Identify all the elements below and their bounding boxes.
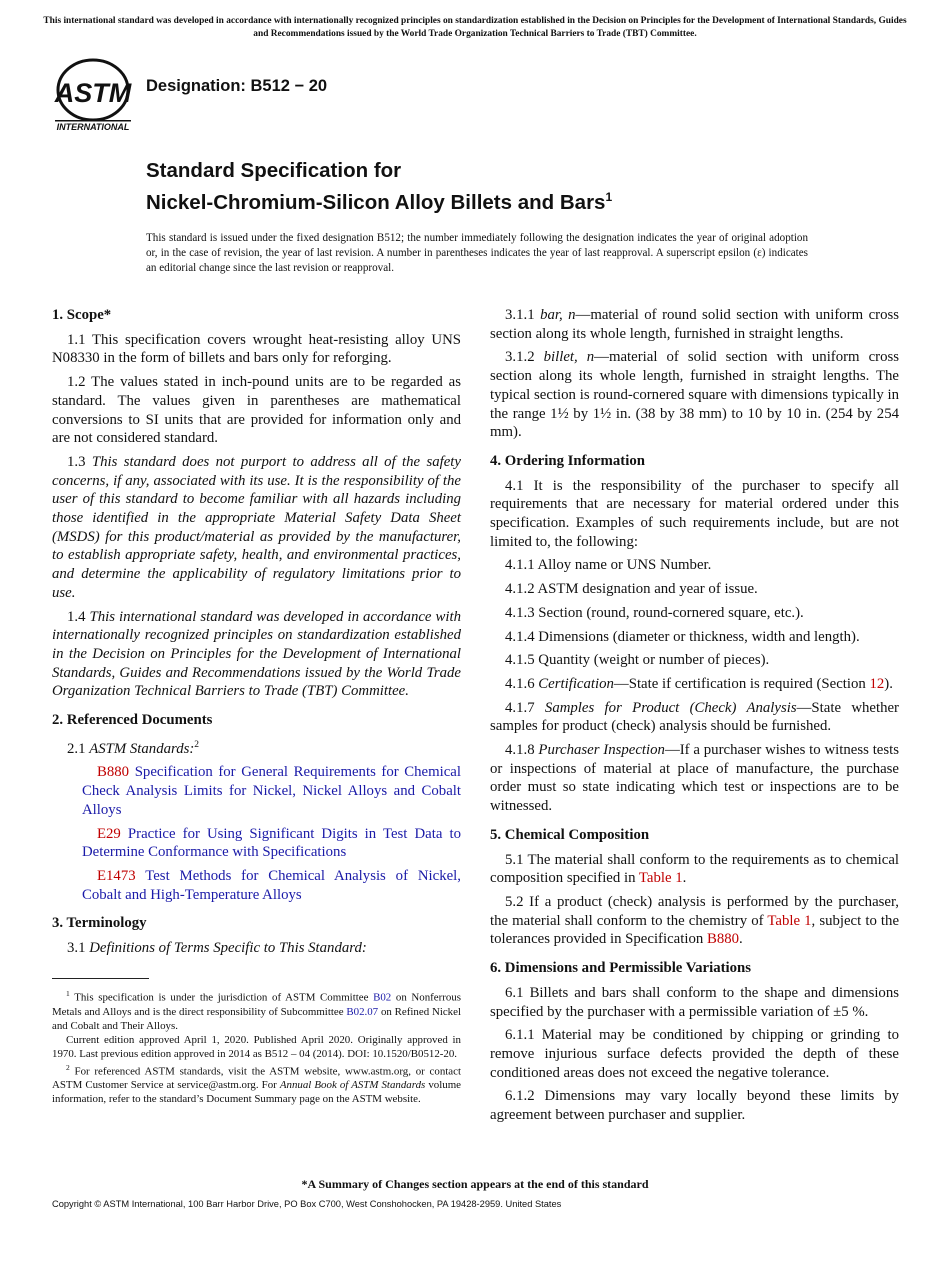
right-column	[490, 306, 899, 1130]
summary-of-changes-note: *A Summary of Changes section appears at the end of this standard	[301, 1177, 649, 1191]
list-item-4-1-4: 4.1.4 Dimensions (diameter or thickness, width and length).	[505, 628, 860, 645]
logo-word: INTERNATIONAL	[56, 122, 130, 132]
footnote-ref-2: 2	[194, 739, 200, 750]
list-item-4-1-2: 4.1.2 ASTM designation and year of issue.	[505, 581, 758, 598]
copyright-line: Copyright © ASTM International, 100 Barr Harbor Drive, PO Box C700, West Conshohocken, PA 19428-2959. United States	[52, 1199, 562, 1209]
list-item-4-1-1: 4.1.1 Alloy name or UNS Number.	[505, 557, 712, 574]
para-6-1-1: 6.1.1 Material may be conditioned by chipping or grinding to remove injurious surface defects provided the depth of these conditioned areas does not exceed the negative tolerance.	[490, 1027, 899, 1081]
ref-title-link: Practice for Using Significant Digits in Test Data to Determine Conformance with Specifications	[82, 825, 461, 861]
para-1-2: 1.2 The values stated in inch-pound units are to be regarded as standard. The values given in parentheses are mathematical conversions to SI units that are provided for information only and are not considered standard.	[52, 374, 461, 447]
title-footnote-ref[interactable]: 1	[605, 190, 613, 204]
para-1-4: 1.4 This international standard was developed in accordance with internationally recognized principles on standardization established in the Decision on Principles for the Development of International Standards, Guides and Recommendations issued by the World Trade Organization Technical Barriers to Trade (TBT) Committee.	[52, 608, 461, 700]
list-item-4-1-7: 4.1.7 Samples for Product (Check) Analysis—State whether samples for product (check) analysis should be furnished.	[490, 699, 899, 735]
section-heading-chemical-composition: 5. Chemical Composition	[490, 826, 650, 843]
section-heading-scope: 1. Scope*	[52, 307, 112, 323]
link-table-1[interactable]: Table 1	[767, 912, 812, 929]
para-2-1: 2.1 ASTM Standards:$^2$	[67, 739, 200, 757]
section-heading-ordering-information: 4. Ordering Information	[490, 452, 645, 469]
footnote-1: $^1$ This specification is under the jurisdiction of ASTM Committee B02 on Nonferrous Metals and Alloys and is the direct responsibility of Subcommittee B02.07 on Refined Nickel and Cobalt and Their Alloys.	[52, 989, 462, 1032]
para-5-1: 5.1 The material shall conform to the requirements as to chemical composition specified in Table 1.	[490, 851, 899, 887]
para-3-1: 3.1 Definitions of Terms Specific to This Standard:	[67, 940, 367, 957]
designation: Designation: B512 − 20	[146, 77, 328, 95]
ref-code-link: B880	[97, 764, 130, 781]
title-line-2: Nickel-Chromium-Silicon Alloy Billets and Bars$^1$	[146, 190, 613, 214]
list-item-4-1-3: 4.1.3 Section (round, round-cornered square, etc.).	[505, 604, 804, 621]
footnote-1-edition: Current edition approved April 1, 2020. Published April 2020. Originally approved in 1970. Last previous edition approved in 2014 as B512 – 04 (2014). DOI: 10.1520/B0512-20.	[52, 1033, 461, 1060]
footnote-rule	[52, 978, 149, 979]
standard-issuance-note: This standard is issued under the fixed designation B512; the number immediately following the designation indicates the year of original adoption or, in the case of revision, the year of last revision. A number in parentheses indicates the year of last reapproval. A superscript epsilon (ε) indicates an editorial change since the last revision or reapproval.	[146, 232, 808, 274]
section-heading-terminology: 3. Terminology	[52, 915, 147, 932]
logo-letters: ASTM	[54, 78, 132, 108]
list-item-4-1-8: 4.1.8 Purchaser Inspection—If a purchaser wishes to witness tests or inspections of material at place of manufacture, the purchase order must so state indicating which test or inspections are to be witnessed.	[490, 742, 899, 815]
link-b02[interactable]: B02	[373, 991, 392, 1004]
para-6-1: 6.1 Billets and bars shall conform to the shape and dimensions specified by the purchaser with a permissible variation of ±5 %.	[490, 984, 899, 1020]
link-b880[interactable]: B880	[706, 931, 740, 948]
para-4-1: 4.1 It is the responsibility of the purchaser to specify all requirements that are necessary for material ordered under this specification. Examples of such requirements include, but are not limited to, the following:	[490, 477, 899, 550]
footnotes	[52, 987, 461, 1106]
header-note: This international standard was developed in accordance with internationally recognized principles on standardization established in the Decision on Principles for the Development of International Standards, Guides and Recommendations issued by the World Trade Organization Technical Barriers to Trade (TBT) Committee.	[43, 16, 907, 39]
section-heading-dimensions: 6. Dimensions and Permissible Variations	[490, 960, 752, 977]
list-item-4-1-5: 4.1.5 Quantity (weight or number of pieces).	[505, 652, 770, 669]
para-5-2: 5.2 If a product (check) analysis is performed by the purchaser, the material shall conform to the chemistry of Table 1, subject to the tolerances provided in Specification B880.	[490, 893, 900, 948]
para-1-1: 1.1 This specification covers wrought heat-resisting alloy UNS N08330 in the form of billets and bars only for reforging.	[52, 331, 461, 367]
para-3-1-2: 3.1.2 billet, n—material of solid section with uniform cross section along its whole length, furnished in straight lengths. The typical section is round-cornered square with dimensions typically in the range 1½ by 1½ in. (38 by 38 mm) to 10 by 10 in. (254 by 254 mm).	[490, 349, 899, 441]
reference-e29[interactable]	[52, 825, 461, 862]
ref-title-link: Test Methods for Chemical Analysis of Nickel, Cobalt and High-Temperature Alloys	[82, 867, 461, 903]
footnote-2: $^2$ For referenced ASTM standards, visit the ASTM website, www.astm.org, or contact ASTM Customer Service at service@astm.org. For Annual Book of ASTM Standards volume information, refer to the standard’s Document Summary page on the ASTM website.	[52, 1062, 462, 1106]
list-item-4-1-6: 4.1.6 Certification—State if certification is required (Section 12).	[505, 675, 893, 692]
section-heading-referenced-documents: 2. Referenced Documents	[52, 712, 213, 729]
reference-e1473[interactable]	[52, 867, 461, 904]
document-title	[146, 158, 906, 216]
reference-b880[interactable]	[52, 763, 461, 819]
para-1-3: 1.3 This standard does not purport to address all of the safety concerns, if any, associated with its use. It is the responsibility of the user of this standard to become familiar with all hazards including those identified in the appropriate Material Safety Data Sheet (MSDS) for this product/material as provided by the manufacturer, to establish appropriate safety, health, and environmental practices, and determine the applicability of regulatory limitations prior to use.	[52, 453, 461, 601]
title-line-1: Standard Specification for	[146, 159, 402, 182]
link-b02-07[interactable]: B02.07	[346, 1005, 379, 1018]
para-3-1-1: 3.1.1 bar, n—material of round solid section with uniform cross section along its whole length, furnished in straight lengths.	[490, 307, 899, 342]
link-table-1[interactable]: Table 1	[638, 870, 683, 887]
left-column	[52, 306, 461, 963]
ref-title-link: Specification for General Requirements for Chemical Check Analysis Limits for Nickel, Nickel Alloys and Cobalt Alloys	[82, 764, 461, 818]
ref-code-link: E29	[97, 825, 121, 842]
ref-code-link: E1473	[97, 867, 136, 884]
astm-logo	[52, 56, 134, 134]
para-6-1-2: 6.1.2 Dimensions may vary locally beyond these limits by agreement between purchaser and supplier.	[490, 1088, 899, 1124]
link-section-12[interactable]: 12	[869, 675, 885, 692]
